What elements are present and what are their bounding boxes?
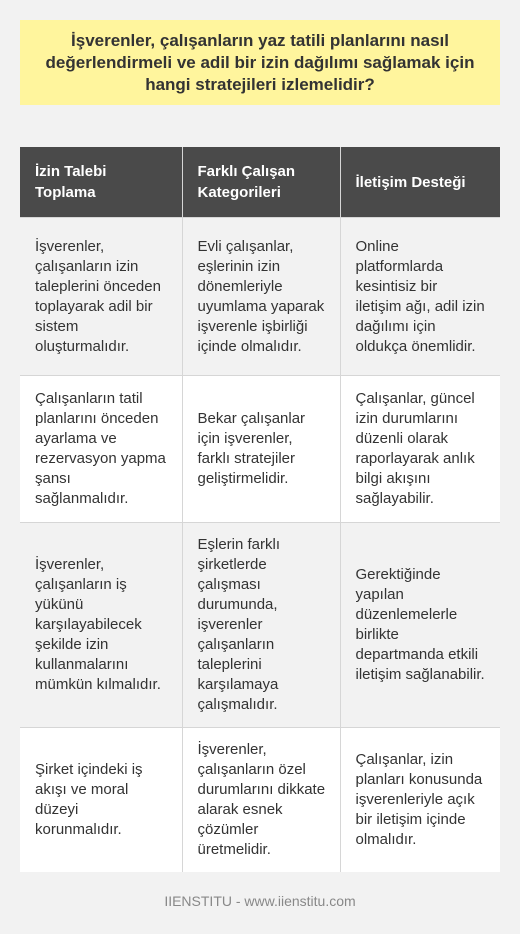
table-cell: Eşlerin farklı şirketlerde çalışması durumunda, işverenler çalışanların taleplerini karşılamaya çalışmalıdır. — [182, 523, 340, 728]
table-row — [20, 218, 500, 376]
table-row — [20, 523, 500, 728]
table-cell: Şirket içindeki iş akışı ve moral düzeyi korunmalıdır. — [20, 728, 182, 873]
page-title: İşverenler, çalışanların yaz tatili planlarını nasıl değerlendirmeli ve adil bir izin dağılımı sağlamak için hangi stratejileri izlemelidir? — [45, 30, 475, 94]
table-cell: Online platformlarda kesintisiz bir iletişim ağı, adil izin dağılımı için oldukça önemlidir. — [340, 218, 500, 376]
table-header-row — [20, 147, 500, 218]
table-cell: İşverenler, çalışanların izin taleplerini önceden toplayarak adil bir sistem oluşturmalıdır. — [20, 218, 182, 376]
table-cell: Evli çalışanlar, eşlerinin izin dönemleriyle uyumlama yaparak işverenle işbirliği içinde olmalıdır. — [182, 218, 340, 376]
footer-credit: IIENSTITU - www.iienstitu.com — [164, 893, 356, 909]
table-cell: Çalışanların tatil planlarını önceden ayarlama ve rezervasyon yapma şansı sağlanmalıdır. — [20, 376, 182, 523]
column-header: İzin Talebi Toplama — [20, 147, 182, 218]
table-cell: İşverenler, çalışanların özel durumlarını dikkate alarak esnek çözümler üretmelidir. — [182, 728, 340, 873]
table-cell: Gerektiğinde yapılan düzenlemelerle birlikte departmanda etkili iletişim sağlanabilir. — [340, 523, 500, 728]
column-header: İletişim Desteği — [340, 147, 500, 218]
table-cell: İşverenler, çalışanların iş yükünü karşılayabilecek şekilde izin kullanmalarını mümkün kılmalıdır. — [20, 523, 182, 728]
strategy-table — [20, 147, 500, 872]
table-cell: Çalışanlar, izin planları konusunda işverenleriyle açık bir iletişim içinde olmalıdır. — [340, 728, 500, 873]
table-row — [20, 728, 500, 873]
column-header: Farklı Çalışan Kategorileri — [182, 147, 340, 218]
table-row — [20, 376, 500, 523]
table-cell: Bekar çalışanlar için işverenler, farklı stratejiler geliştirmelidir. — [182, 376, 340, 523]
title-banner — [20, 20, 500, 105]
table-cell: Çalışanlar, güncel izin durumlarını düzenli olarak raporlayarak anlık bilgi akışını sağlayabilir. — [340, 376, 500, 523]
